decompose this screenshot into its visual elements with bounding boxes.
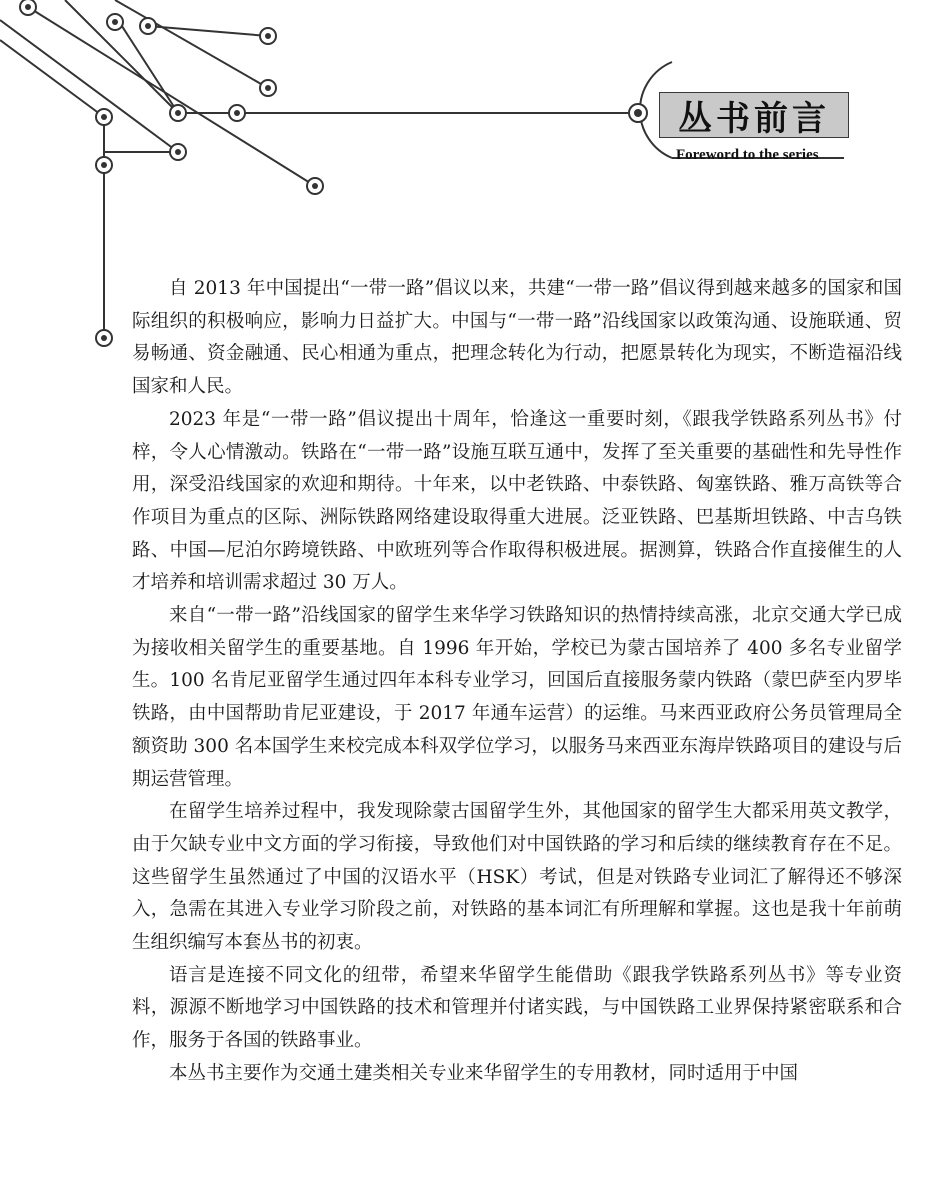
page-subtitle: Foreword to the series [676, 147, 819, 163]
paragraph: 来自“一带一路”沿线国家的留学生来华学习铁路知识的热情持续高涨，北京交通大学已成为接收相关留学生的重要基地。自 1996 年开始，学校已为蒙古国培养了 400 多名专业留学生。100 名肯尼亚留学生通过四年本科专业学习，回国后直接服务蒙内铁路（蒙巴萨至内罗毕铁路，由中国帮助肯尼亚建设，于 2017 年通车运营）的运维。马来西亚政府公务员管理局全额资助 300 名本国学生来校完成本科双学位学习，以服务马来西亚东海岸铁路项目的建设与后期运营管理。 [132, 605, 902, 790]
paragraph: 语言是连接不同文化的纽带，希望来华留学生能借助《跟我学铁路系列丛书》等专业资料，源源不断地学习中国铁路的技术和管理并付诸实践，与中国铁路工业界保持紧密联系和合作，服务于各国的铁路事业。 [132, 964, 902, 1052]
paragraph: 2023 年是“一带一路”倡议提出十周年，恰逢这一重要时刻，《跟我学铁路系列丛书》付梓，令人心情激动。铁路在“一带一路”设施互联互通中，发挥了至关重要的基础性和先导性作用，深受沿线国家的欢迎和期待。十年来，以中老铁路、中泰铁路、匈塞铁路、雅万高铁等合作项目为重点的区际、洲际铁路网络建设取得重大进展。泛亚铁路、巴基斯坦铁路、中吉乌铁路、中国—尼泊尔跨境铁路、中欧班列等合作取得积极进展。据测算，铁路合作直接催生的人才培养和培训需求超过 30 万人。 [132, 408, 902, 594]
paragraph: 在留学生培养过程中，我发现除蒙古国留学生外，其他国家的留学生大都采用英文教学，由于欠缺专业中文方面的学习衔接，导致他们对中国铁路的学习和后续的继续教育存在不足。这些留学生虽然通过了中国的汉语水平（HSK）考试，但是对铁路专业词汇了解得还不够深入，急需在其进入专业学习阶段之前，对铁路的基本词汇有所理解和掌握。这也是我十年前萌生组织编写本套丛书的初衷。 [132, 801, 902, 954]
paragraph: 本丛书主要作为交通土建类相关专业来华留学生的专用教材，同时适用于中国 [169, 1062, 799, 1084]
foreword-body [132, 273, 902, 1091]
paragraph: 自 2013 年中国提出“一带一路”倡议以来，共建“一带一路”倡议得到越来越多的国家和国际组织的积极响应，影响力日益扩大。中国与“一带一路”沿线国家以政策沟通、设施联通、贸易畅通、资金融通、民心相通为重点，把理念转化为行动，把愿景转化为现实，不断造福沿线国家和人民。 [132, 278, 902, 398]
page-title: 丛书前言 [659, 92, 849, 138]
